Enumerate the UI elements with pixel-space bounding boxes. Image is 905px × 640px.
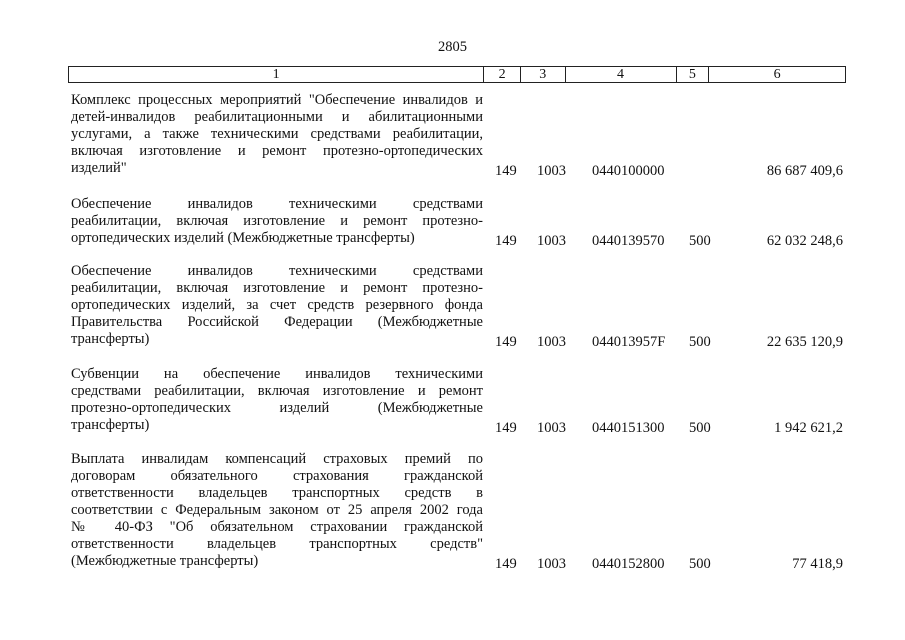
cell-col6: 77 418,9 bbox=[792, 556, 843, 572]
description-line: соответствии с Федеральным законом от 25 апреля 2002 года bbox=[71, 502, 483, 518]
header-col-5: 5 bbox=[676, 67, 709, 82]
cell-col3: 1003 bbox=[537, 163, 566, 179]
cell-col5: 500 bbox=[689, 420, 711, 436]
cell-col5: 500 bbox=[689, 233, 711, 249]
description-line: трансферты) bbox=[71, 331, 150, 347]
header-col-3: 3 bbox=[520, 67, 565, 82]
description-line: Комплекс процессных мероприятий "Обеспечение инвалидов и bbox=[71, 92, 483, 108]
description-line: ответственности владельцев транспортных средств" bbox=[71, 536, 483, 552]
cell-col3: 1003 bbox=[537, 420, 566, 436]
cell-col5: 500 bbox=[689, 556, 711, 572]
row-description bbox=[71, 263, 483, 348]
description-line: реабилитации, включая изготовление и ремонт протезно- bbox=[71, 213, 483, 229]
description-line: ответственности владельцев транспортных средств в bbox=[71, 485, 483, 501]
cell-col6: 62 032 248,6 bbox=[766, 233, 843, 249]
description-line: услугами, а также техническими средствами реабилитации, bbox=[71, 126, 483, 142]
header-col-6: 6 bbox=[708, 67, 845, 82]
table-header bbox=[68, 66, 846, 83]
cell-col3: 1003 bbox=[537, 334, 566, 350]
cell-col2: 149 bbox=[495, 233, 517, 249]
header-col-4: 4 bbox=[565, 67, 676, 82]
header-col-1: 1 bbox=[272, 67, 280, 82]
description-line: ортопедических изделий, за счет средств резервного фонда bbox=[71, 297, 483, 313]
description-line: трансферты) bbox=[71, 417, 150, 433]
cell-col2: 149 bbox=[495, 163, 517, 179]
cell-col5: 500 bbox=[689, 334, 711, 350]
description-line: (Межбюджетные трансферты) bbox=[71, 553, 259, 569]
row-description bbox=[71, 366, 483, 434]
description-line: реабилитации, включая изготовление и ремонт протезно- bbox=[71, 280, 483, 296]
description-line: договорам обязательного страхования гражданской bbox=[71, 468, 483, 484]
cell-col2: 149 bbox=[495, 334, 517, 350]
description-line: Обеспечение инвалидов техническими средствами bbox=[71, 196, 483, 212]
cell-col2: 149 bbox=[495, 556, 517, 572]
cell-col6: 86 687 409,6 bbox=[766, 163, 843, 179]
cell-col3: 1003 bbox=[537, 233, 566, 249]
description-line: ортопедических изделий (Межбюджетные трансферты) bbox=[71, 230, 415, 246]
cell-col6: 22 635 120,9 bbox=[766, 334, 843, 350]
description-line: средствами реабилитации, включая изготовление и ремонт bbox=[71, 383, 483, 399]
row-description bbox=[71, 92, 483, 177]
cell-col4: 044013957F bbox=[592, 334, 666, 350]
description-line: Выплата инвалидам компенсаций страховых премий по bbox=[71, 451, 483, 467]
page-number: 2805 bbox=[438, 39, 467, 55]
cell-col4: 0440139570 bbox=[592, 233, 665, 249]
description-line: изделий" bbox=[71, 160, 127, 176]
cell-col2: 149 bbox=[495, 420, 517, 436]
description-line: Обеспечение инвалидов техническими средствами bbox=[71, 263, 483, 279]
row-description bbox=[71, 451, 483, 570]
row-description bbox=[71, 196, 483, 247]
cell-col4: 0440100000 bbox=[592, 163, 665, 179]
description-line: Правительства Российской Федерации (Межбюджетные bbox=[71, 314, 483, 330]
description-line: включая изготовление и ремонт протезно-ортопедических bbox=[71, 143, 483, 159]
description-line: протезно-ортопедических изделий (Межбюджетные bbox=[71, 400, 483, 416]
cell-col3: 1003 bbox=[537, 556, 566, 572]
description-line: детей-инвалидов реабилитационными и абилитационными bbox=[71, 109, 483, 125]
header-col-2: 2 bbox=[483, 67, 520, 82]
cell-col4: 0440152800 bbox=[592, 556, 665, 572]
cell-col4: 0440151300 bbox=[592, 420, 665, 436]
description-line: Субвенции на обеспечение инвалидов техническими bbox=[71, 366, 483, 382]
cell-col6: 1 942 621,2 bbox=[774, 420, 843, 436]
description-line: № 40-ФЗ "Об обязательном страховании гражданской bbox=[71, 519, 483, 535]
